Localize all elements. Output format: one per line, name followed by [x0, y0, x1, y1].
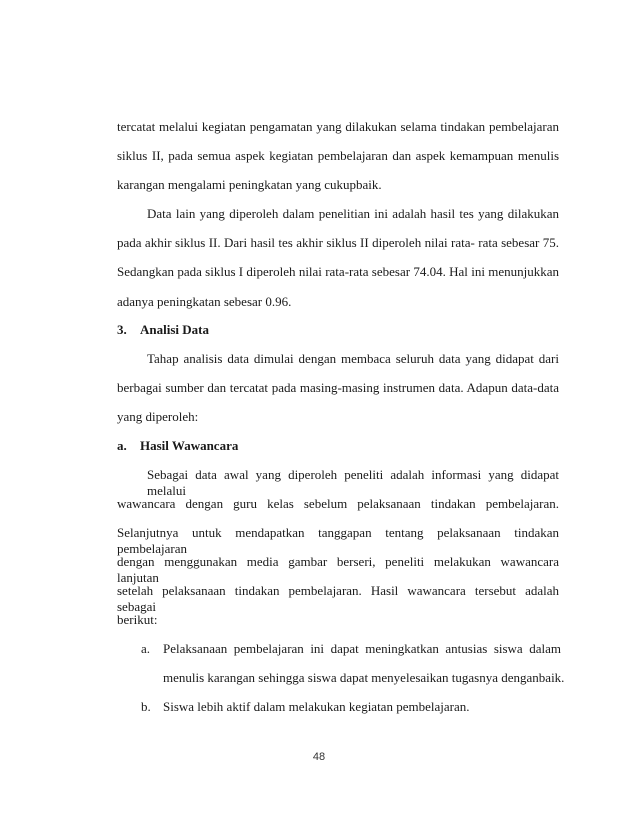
- subsection-number: a.: [117, 438, 127, 453]
- paragraph-3-line-3: yang diperoleh:: [117, 409, 199, 424]
- paragraph-1-line-3: karangan mengalami peningkatan yang cukupbaik.: [117, 177, 382, 192]
- paragraph-1-line-2: siklus II, pada semua aspek kegiatan pembelajaran dan aspek kemampuan menulis: [117, 148, 559, 163]
- list-item-marker: b.: [141, 699, 151, 714]
- paragraph-4-line-5: setelah pelaksanaan tindakan pembelajaran. Hasil wawancara tersebut adalah sebagai: [117, 583, 559, 614]
- paragraph-2-line-3: Sedangkan pada siklus I diperoleh nilai rata-rata sebesar 74.04. Hal ini menunjukkan: [117, 264, 559, 279]
- paragraph-4-line-1: Sebagai data awal yang diperoleh peneliti adalah informasi yang didapat melalui: [147, 467, 559, 498]
- list-item-marker: a.: [141, 641, 151, 656]
- paragraph-4-line-3: Selanjutnya untuk mendapatkan tanggapan tentang pelaksanaan tindakan pembelajaran: [117, 525, 559, 556]
- paragraph-3-line-2: berbagai sumber dan tercatat pada masing-masing instrumen data. Adapun data-data: [117, 380, 559, 395]
- subsection-title: Hasil Wawancara: [140, 438, 239, 453]
- page-number: 48: [312, 751, 326, 763]
- paragraph-3-line-1: Tahap analisis data dimulai dengan membaca seluruh data yang didapat dari: [147, 351, 559, 366]
- list-item-line: Pelaksanaan pembelajaran ini dapat meningkatkan antusias siswa dalam: [163, 641, 561, 656]
- list-item-line: menulis karangan sehingga siswa dapat menyelesaikan tugasnya denganbaik.: [163, 670, 565, 685]
- paragraph-4-line-2: wawancara dengan guru kelas sebelum pelaksanaan tindakan pembelajaran.: [117, 496, 559, 511]
- paragraph-2-line-2: pada akhir siklus II. Dari hasil tes akhir siklus II diperoleh nilai rata- rata sebesar 75.: [117, 235, 559, 250]
- section-number: 3.: [117, 322, 127, 337]
- paragraph-1-line-1: tercatat melalui kegiatan pengamatan yang dilakukan selama tindakan pembelajaran: [117, 119, 559, 134]
- paragraph-4-line-6: berikut:: [117, 612, 158, 627]
- section-title: Analisi Data: [140, 322, 209, 337]
- list-item-line: Siswa lebih aktif dalam melakukan kegiatan pembelajaran.: [163, 699, 470, 714]
- paragraph-4-line-4: dengan menggunakan media gambar berseri, peneliti melakukan wawancara lanjutan: [117, 554, 559, 585]
- paragraph-2-line-1: Data lain yang diperoleh dalam penelitian ini adalah hasil tes yang dilakukan: [147, 206, 559, 221]
- paragraph-2-line-4: adanya peningkatan sebesar 0.96.: [117, 294, 292, 309]
